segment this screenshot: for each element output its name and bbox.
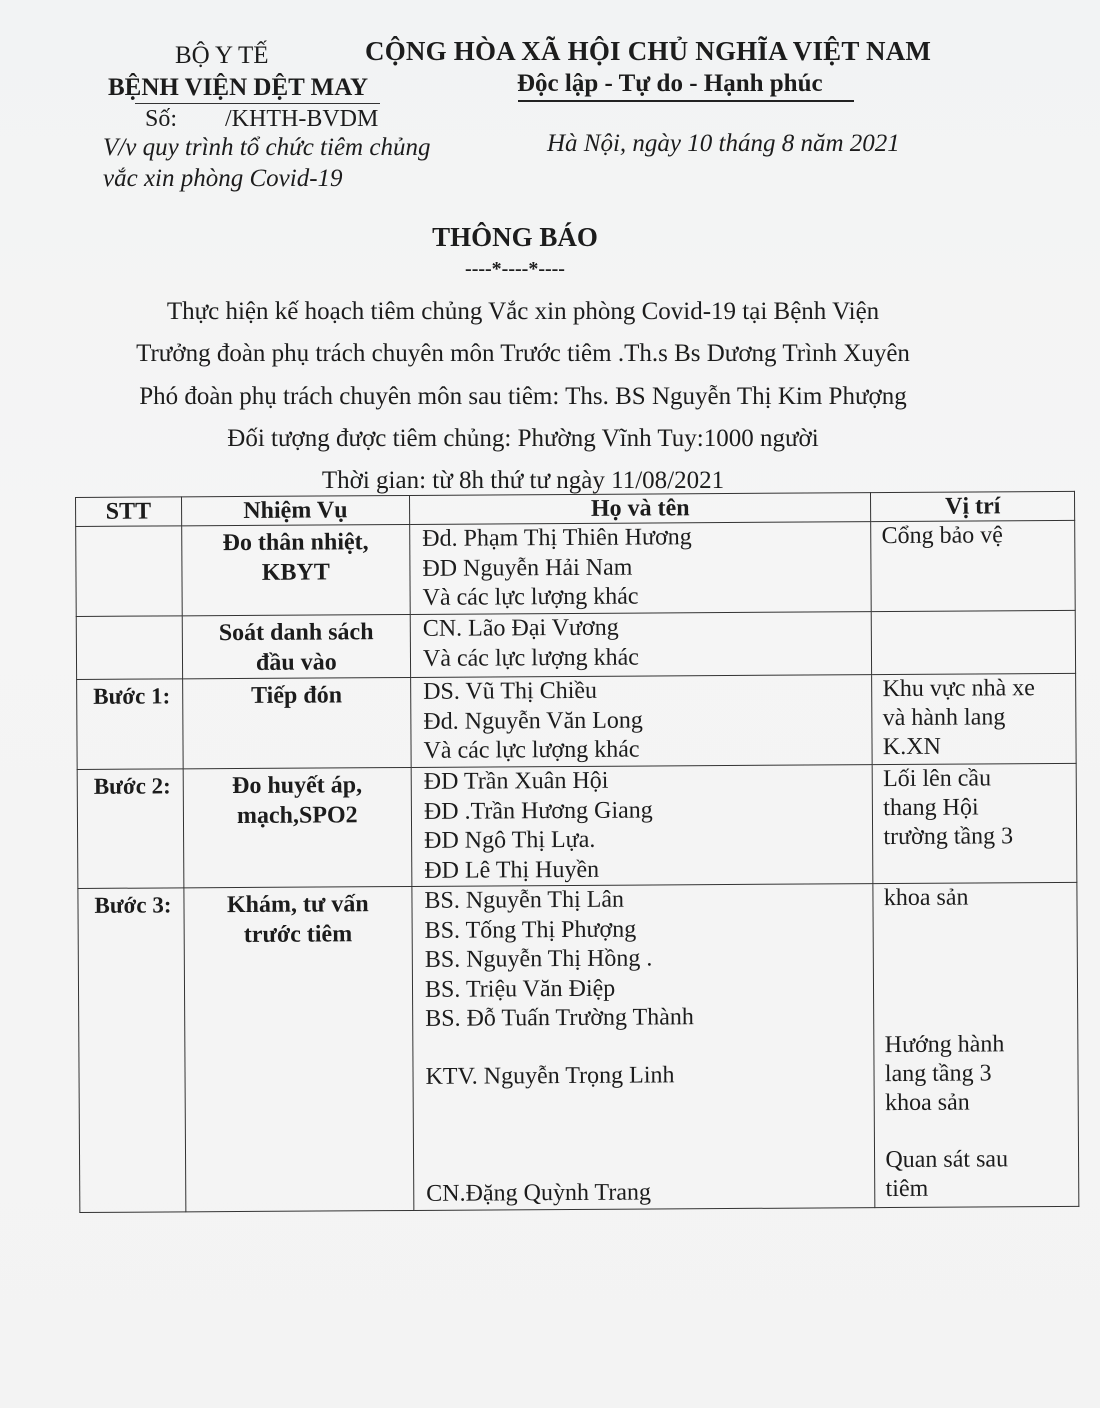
notice-line: Trưởng đoàn phụ trách chuyên môn Trước tiêm .Th.s Bs Dương Trình Xuyên: [136, 340, 910, 367]
subject-line-1: V/v quy trình tổ chức tiêm chủng: [103, 134, 431, 161]
person-name: Và các lực lượng khác: [422, 583, 639, 611]
names-cell: [411, 765, 873, 887]
person-name: BS. Đỗ Tuấn Trường Thành: [425, 1004, 694, 1032]
title-ornament: ----*----*----: [465, 258, 565, 280]
location-line: trường tầng 3: [883, 823, 1014, 851]
task-line: Soát danh sách: [218, 619, 374, 647]
person-name: CN.Đặng Quỳnh Trang: [426, 1179, 652, 1207]
names-cell: [410, 522, 872, 615]
document-number: [145, 106, 378, 133]
person-name: ĐD Trần Xuân Hội: [423, 767, 609, 795]
location-cell: [872, 610, 1076, 674]
step-cell: [76, 526, 182, 617]
step-cell: [76, 616, 182, 680]
header-divider: [135, 103, 380, 104]
location-line: Lối lên cầu: [883, 765, 992, 793]
notice-line: Phó đoàn phụ trách chuyên môn sau tiêm: Ths. BS Nguyễn Thị Kim Phượng: [139, 383, 907, 410]
header-task: Nhiệm Vụ: [181, 495, 410, 525]
person-name: BS. Tống Thị Phượng: [424, 916, 637, 944]
location-cell: [871, 520, 1075, 611]
step-cell: Bước 1:: [77, 679, 183, 770]
motto-underline: [518, 100, 854, 102]
person-name: BS. Nguyễn Thị Hồng .: [424, 945, 653, 973]
person-name: KTV. Nguyễn Trọng Linh: [425, 1061, 675, 1090]
header-stt: STT: [76, 497, 182, 527]
table-row: [76, 610, 1075, 679]
notice-line: Thời gian: từ 8h thứ tư ngày 11/08/2021: [321, 467, 725, 494]
person-name: ĐD Ngô Thị Lựa.: [424, 826, 596, 854]
task-cell: [184, 886, 414, 1211]
number-code: /KHTH-BVDM: [225, 106, 379, 132]
step-cell: Bước 3:: [78, 888, 186, 1212]
person-name: Đd. Phạm Thị Thiên Hương: [422, 524, 692, 552]
location-line: Hướng hành: [884, 1031, 1005, 1059]
task-line: KBYT: [261, 559, 330, 586]
task-line: đầu vào: [255, 649, 337, 676]
ministry-name: BỘ Y TẾ: [175, 42, 269, 69]
notice-title: THÔNG BÁO: [432, 222, 598, 252]
task-line: Đo huyết áp,: [231, 772, 363, 800]
person-name: Đd. Nguyễn Văn Long: [423, 707, 643, 735]
person-name: ĐD Lê Thị Huyền: [424, 856, 600, 884]
country-name: CỘNG HÒA XÃ HỘI CHỦ NGHĨA VIỆT NAM: [365, 36, 932, 66]
person-name: Và các lực lượng khác: [423, 736, 640, 764]
place-date: Hà Nội, ngày 10 tháng 8 năm 2021: [547, 130, 900, 157]
table-row: [77, 673, 1077, 769]
person-name: CN. Lão Đại Vương: [422, 614, 619, 642]
task-line: trước tiêm: [243, 921, 353, 948]
person-name: ĐD Nguyễn Hải Nam: [422, 554, 633, 582]
names-cell: [410, 612, 872, 678]
person-name: DS. Vũ Thị Chiều: [423, 677, 598, 705]
table-row: [78, 882, 1079, 1212]
location-line: K.XN: [882, 733, 941, 761]
task-line: mạch,SPO2: [236, 802, 358, 830]
task-cell: [181, 524, 410, 615]
person-name: BS. Nguyễn Thị Lân: [424, 886, 625, 914]
location-cell: [873, 882, 1079, 1207]
location-line: khoa sản: [883, 884, 969, 912]
location-line: khoa sản: [884, 1089, 970, 1117]
task-cell: [183, 767, 412, 887]
step-cell: Bước 2:: [77, 769, 183, 889]
task-cell: [182, 614, 411, 678]
table-row: [76, 520, 1076, 616]
header-names: Họ và tên: [409, 493, 871, 525]
names-cell: [412, 884, 875, 1210]
location-line: Quan sát sau: [885, 1146, 1009, 1174]
names-cell: [411, 675, 873, 768]
person-name: Và các lực lượng khác: [422, 644, 640, 672]
number-label: Số:: [145, 106, 178, 132]
assignment-table: [75, 491, 1079, 1213]
table-row: [77, 763, 1077, 888]
location-line: và hành lang: [882, 704, 1006, 732]
notice-line: Đối tượng được tiêm chủng: Phường Vĩnh Tuy:1000 người: [227, 425, 819, 452]
task-cell: [182, 677, 411, 768]
person-name: BS. Triệu Văn Điệp: [424, 975, 616, 1003]
location-line: thang Hội: [883, 794, 979, 822]
task-line: Đo thân nhiệt,: [222, 529, 369, 557]
location-line: tiêm: [885, 1175, 929, 1203]
location-line: Khu vực nhà xe: [882, 675, 1035, 703]
person-name: ĐD .Trần Hương Giang: [423, 796, 653, 825]
location-line: lang tầng 3: [884, 1060, 992, 1088]
task-line: Khám, tư vấn: [226, 891, 369, 919]
hospital-name: BỆNH VIỆN DỆT MAY: [108, 74, 369, 101]
location-cell: [872, 763, 1076, 883]
header-location: Vị trí: [871, 491, 1075, 521]
task-line: Tiếp đón: [250, 682, 343, 709]
notice-line: Thực hiện kế hoạch tiêm chủng Vắc xin phòng Covid-19 tại Bệnh Viện: [166, 298, 880, 325]
national-motto: Độc lập - Tự do - Hạnh phúc: [517, 70, 823, 97]
subject-line-2: vắc xin phòng Covid-19: [103, 165, 343, 192]
location-cell: [872, 673, 1076, 764]
location-line: Cổng bảo vệ: [881, 522, 1003, 550]
